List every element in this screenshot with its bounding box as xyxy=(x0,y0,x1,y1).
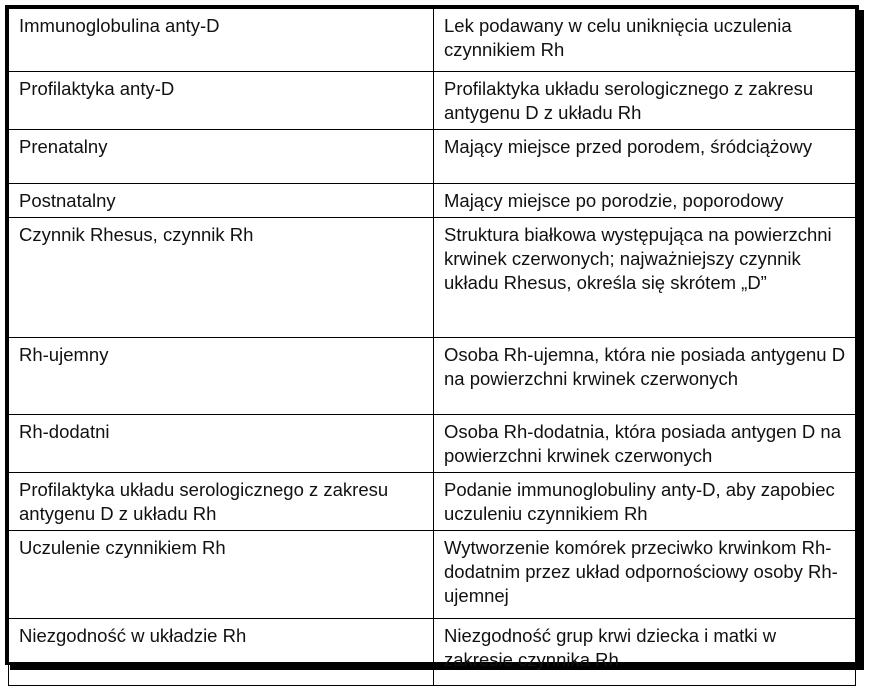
table-row xyxy=(9,338,856,415)
table-row xyxy=(9,9,856,72)
term-cell: Rh-dodatni xyxy=(9,415,434,473)
table-row xyxy=(9,72,856,130)
table-row xyxy=(9,619,856,686)
term-cell: Prenatalny xyxy=(9,130,434,184)
definition-cell: Osoba Rh-ujemna, która nie posiada antygenu D na powierzchni krwinek czerwonych xyxy=(434,338,856,415)
term-cell: Czynnik Rhesus, czynnik Rh xyxy=(9,218,434,338)
definition-cell: Wytworzenie komórek przeciwko krwinkom Rh-dodatnim przez układ odpornościowy osoby Rh-ujemnej xyxy=(434,531,856,619)
table-row xyxy=(9,415,856,473)
term-cell: Profilaktyka układu serologicznego z zakresu antygenu D z układu Rh xyxy=(9,473,434,531)
table-row xyxy=(9,531,856,619)
table-row xyxy=(9,184,856,218)
glossary-table xyxy=(8,8,856,686)
definition-cell: Lek podawany w celu uniknięcia uczulenia czynnikiem Rh xyxy=(434,9,856,72)
term-cell: Rh-ujemny xyxy=(9,338,434,415)
glossary-frame xyxy=(5,5,859,670)
definition-cell: Podanie immunoglobuliny anty-D, aby zapobiec uczuleniu czynnikiem Rh xyxy=(434,473,856,531)
definition-cell: Mający miejsce po porodzie, poporodowy xyxy=(434,184,856,218)
term-cell: Niezgodność w układzie Rh xyxy=(9,619,434,686)
table-row xyxy=(9,218,856,338)
definition-cell: Mający miejsce przed porodem, śródciążowy xyxy=(434,130,856,184)
definition-cell: Osoba Rh-dodatnia, która posiada antygen D na powierzchni krwinek czerwonych xyxy=(434,415,856,473)
term-cell: Postnatalny xyxy=(9,184,434,218)
term-cell: Immunoglobulina anty-D xyxy=(9,9,434,72)
table-row xyxy=(9,473,856,531)
definition-cell: Niezgodność grup krwi dziecka i matki w zakresie czynnika Rh xyxy=(434,619,856,686)
term-cell: Profilaktyka anty-D xyxy=(9,72,434,130)
table-row xyxy=(9,130,856,184)
definition-cell: Profilaktyka układu serologicznego z zakresu antygenu D z układu Rh xyxy=(434,72,856,130)
definition-cell: Struktura białkowa występująca na powierzchni krwinek czerwonych; najważniejszy czynnik układu Rhesus, określa się skrótem „D” xyxy=(434,218,856,338)
term-cell: Uczulenie czynnikiem Rh xyxy=(9,531,434,619)
